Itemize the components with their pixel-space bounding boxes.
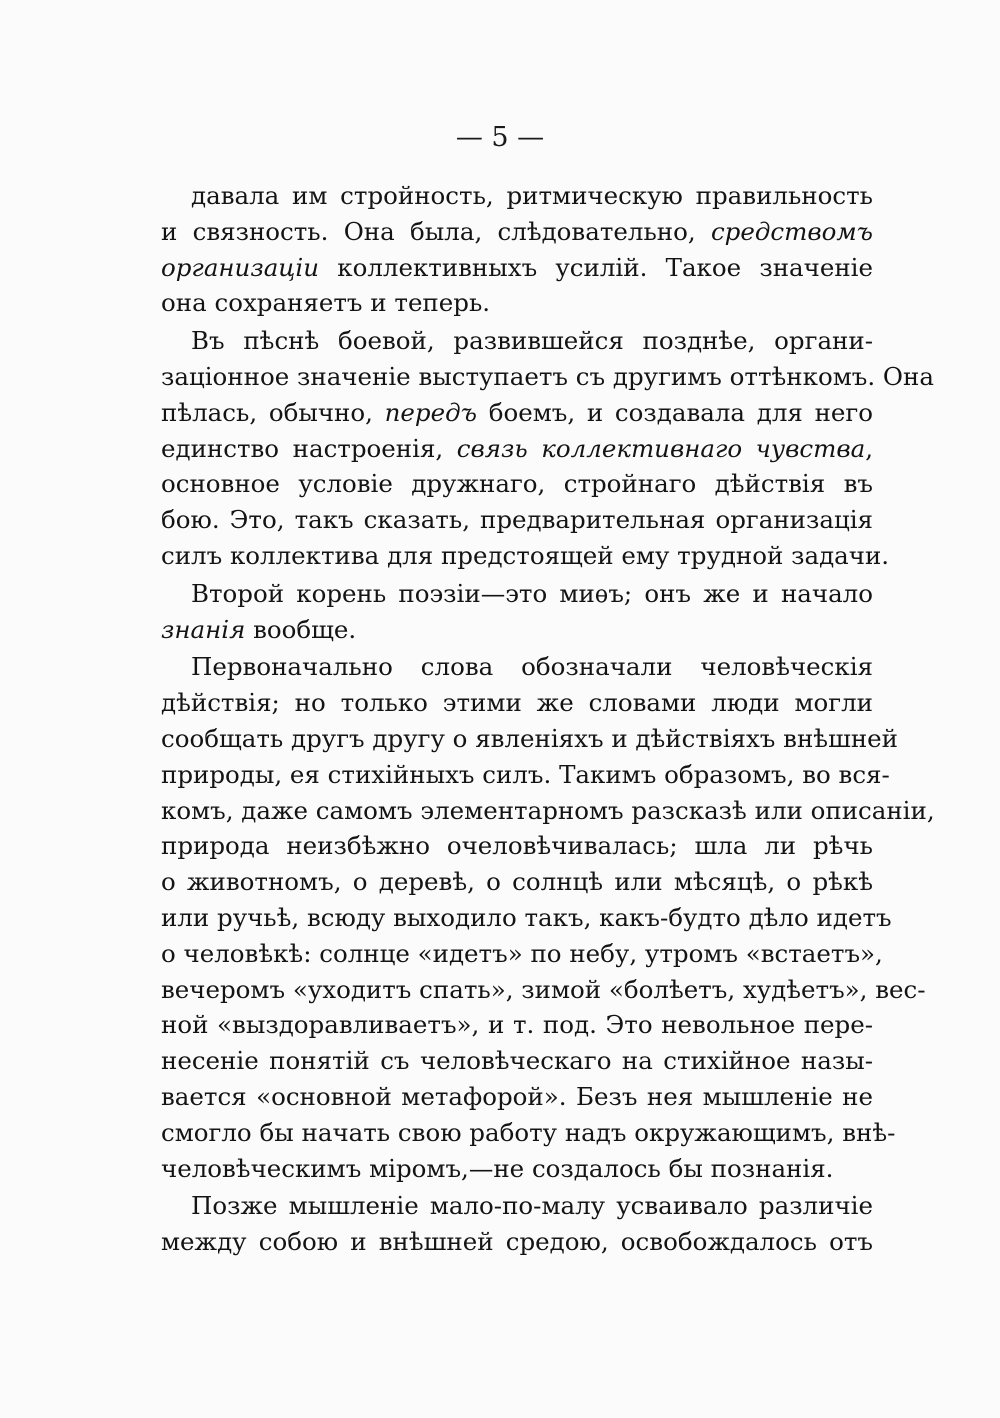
text-run: она сохраняетъ и теперь. (161, 288, 491, 318)
text-line (161, 250, 873, 286)
text-run: смогло бы начать свою работу надъ окружающимъ, внѣ- (161, 1117, 896, 1147)
text-line (161, 323, 873, 359)
text-line (161, 721, 899, 757)
paragraph (161, 323, 934, 574)
italic-text: организацiи (161, 252, 320, 282)
text-run: пѣлась, обычно, (161, 397, 385, 427)
text-line (161, 576, 873, 612)
text-run: основное условiе дружнаго, стройнаго дѣйствiя въ (161, 469, 873, 499)
italic-text: знанiя (161, 614, 246, 644)
text-run: между собою и внѣшней средою, освобождалось отъ (161, 1227, 873, 1257)
text-run: сообщать другъ другу о явленiяхъ и дѣйствiяхъ внѣшней (161, 723, 899, 753)
paragraph (161, 1188, 873, 1260)
text-line (161, 395, 873, 431)
text-run: и связность. Она была, слѣдовательно, (161, 216, 711, 246)
paragraph (161, 649, 935, 1186)
text-line (161, 900, 892, 936)
text-line (161, 685, 873, 721)
text-line (161, 828, 873, 864)
text-run: Позже мышленiе мало-по-малу усваивало различiе (191, 1191, 873, 1221)
text-run: или ручьѣ, всюду выходило такъ, какъ-будто дѣло идетъ (161, 902, 892, 932)
text-run: вообще. (245, 614, 357, 644)
text-run: несенiе понятiй съ человѣческаго на стихiйное назы- (161, 1046, 873, 1076)
text-run: о животномъ, о деревѣ, о солнцѣ или мѣсяцѣ, о рѣкѣ (161, 867, 873, 897)
text-line (161, 612, 873, 648)
text-line (161, 1079, 873, 1115)
italic-text: связь коллективнаго чувства (456, 433, 866, 463)
paragraph (161, 178, 873, 321)
text-line (161, 359, 934, 395)
text-line (161, 1224, 873, 1260)
text-line (161, 1115, 896, 1151)
text-line (161, 178, 873, 214)
paragraph (161, 576, 873, 648)
text-run: боемъ, и создавала для него (476, 397, 873, 427)
text-line (161, 214, 873, 250)
text-line (161, 1007, 873, 1043)
text-line (161, 972, 926, 1008)
text-run: Въ пѣснѣ боевой, развившейся позднѣе, органи- (191, 326, 873, 356)
text-run: силъ коллектива для предстоящей ему трудной задачи. (161, 540, 890, 570)
body-text (161, 178, 935, 1260)
page-number: — 5 — (455, 122, 545, 153)
text-run: Первоначально слова обозначали человѣческiя (191, 652, 873, 682)
text-line (161, 864, 873, 900)
text-run: , (865, 433, 873, 463)
text-line (161, 936, 883, 972)
italic-text: средствомъ (710, 216, 873, 246)
text-run: о человѣкѣ: солнце «идетъ» по небу, утромъ «встаетъ», (161, 938, 883, 968)
text-line (161, 649, 873, 685)
text-line (161, 285, 873, 321)
italic-text: передъ (384, 397, 477, 427)
text-line (161, 757, 890, 793)
text-run: давала им стройность, ритмическую правильность (191, 181, 873, 210)
text-line (161, 1151, 873, 1187)
text-run: комъ, даже самомъ элементарномъ разсказѣ или описанiи, (161, 795, 935, 825)
text-line (161, 538, 890, 574)
text-run: Второй корень поэзiи—это миѳъ; онъ же и начало (191, 578, 873, 608)
text-run: вечеромъ «уходитъ спать», зимой «болѣетъ, худѣетъ», вес- (161, 974, 926, 1004)
text-line (161, 431, 873, 467)
text-run: бою. Это, такъ сказать, предварительная организацiя (161, 505, 873, 535)
text-line (161, 466, 873, 502)
text-line (161, 793, 935, 829)
text-line (161, 502, 873, 538)
text-run: коллективныхъ усилiй. Такое значенiе (319, 252, 873, 282)
text-run: человѣческимъ мiромъ,—не создалось бы познанiя. (161, 1153, 834, 1183)
text-run: природы, ея стихiйныхъ силъ. Такимъ образомъ, во вся- (161, 759, 890, 789)
text-line (161, 1043, 873, 1079)
text-line (161, 1188, 873, 1224)
text-run: вается «основной метафорой». Безъ нея мышленiе не (161, 1081, 873, 1111)
text-run: дѣйствiя; но только этими же словами люди могли (161, 688, 873, 718)
text-run: ной «выздоравливаетъ», и т. под. Это невольное пере- (161, 1010, 873, 1040)
text-run: единство настроенiя, (161, 433, 457, 463)
text-run: зацiонное значенiе выступаетъ съ другимъ оттѣнкомъ. Она (161, 361, 934, 391)
text-run: природа неизбѣжно очеловѣчивалась; шла ли рѣчь (161, 831, 873, 861)
